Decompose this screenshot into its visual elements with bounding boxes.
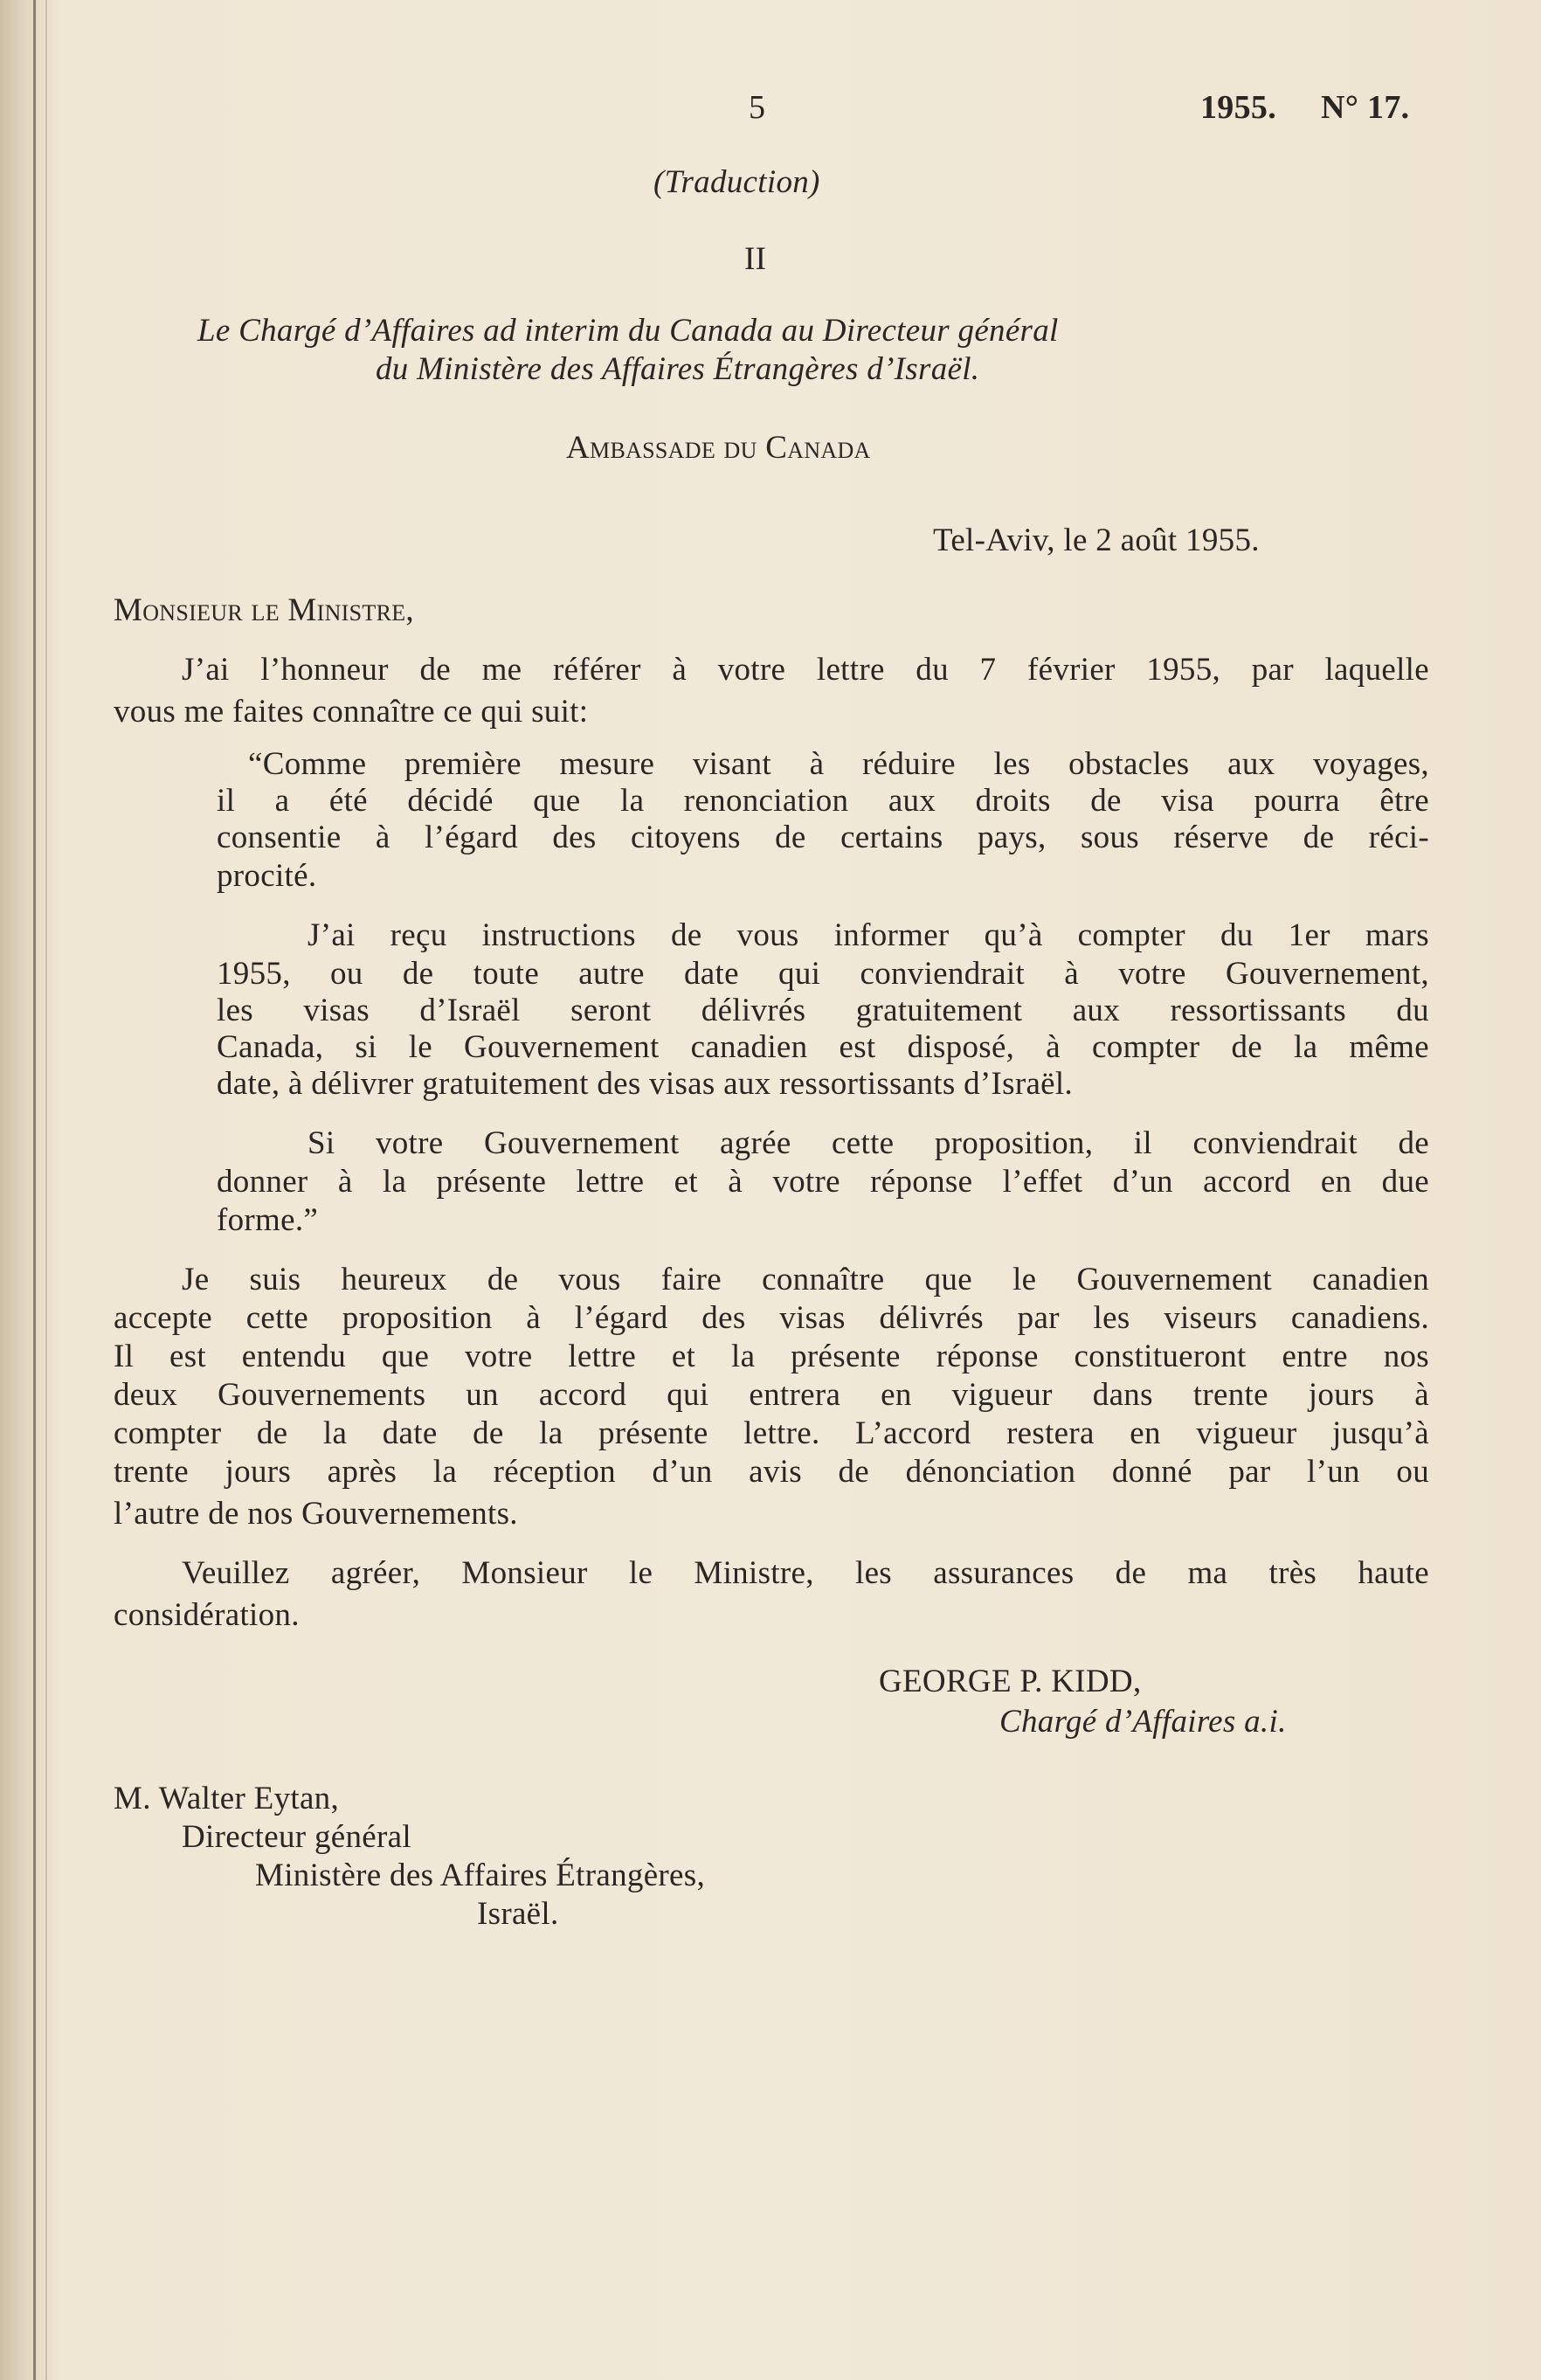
quote1-line-3: consentie à l’égard des citoyens de certains pays, sous réserve de réci- (217, 820, 1429, 855)
quote3-line-3: forme.” (217, 1202, 319, 1238)
quote3-line-1: Si votre Gouvernement agrée cette proposition, il conviendrait de (308, 1125, 1429, 1161)
para2-line-3: Il est entendu que votre lettre et la présente réponse constitueront entre nos (114, 1339, 1429, 1374)
recipient-ministry: Ministère des Affaires Étrangères, (255, 1858, 706, 1893)
quote1-line-2: il a été décidé que la renonciation aux droits de visa pourra être (217, 783, 1429, 819)
quote2-line-3: les visas d’Israël seront délivrés gratuitement aux ressortissants du (217, 993, 1429, 1028)
salutation: Monsieur le Ministre, (114, 592, 414, 628)
signatory-name: GEORGE P. KIDD, (879, 1664, 1142, 1699)
treaty-year: 1955. (1200, 89, 1276, 126)
place-and-date: Tel-Aviv, le 2 août 1955. (933, 522, 1260, 558)
para2-line-4: deux Gouvernements un accord qui entrera en vigueur dans trente jours à (114, 1377, 1429, 1413)
embassy-heading: Ambassade du Canada (566, 430, 871, 466)
address-line-2: du Ministère des Affaires Étrangères d’Israël. (376, 351, 980, 387)
closing-line-1: Veuillez agréer, Monsieur le Ministre, les assurances de ma très haute (182, 1555, 1429, 1591)
letter-numeral: II (744, 241, 767, 277)
quote1-line-4: procité. (217, 858, 317, 894)
recipient-country: Israël. (477, 1896, 559, 1932)
quote3-line-2: donner à la présente lettre et à votre réponse l’effet d’un accord en due (217, 1164, 1429, 1200)
quote2-line-5: date, à délivrer gratuitement des visas aux ressortissants d’Israël. (217, 1066, 1074, 1102)
para2-line-7: l’autre de nos Gouvernements. (114, 1496, 518, 1532)
para2-line-1: Je suis heureux de vous faire connaître que le Gouvernement canadien (182, 1262, 1429, 1297)
para2-line-5: compter de la date de la présente lettre. L’accord restera en vigueur jusqu’à (114, 1415, 1429, 1451)
para2-line-2: accepte cette proposition à l’égard des visas délivrés par les viseurs canadiens. (114, 1300, 1429, 1336)
recipient-name: M. Walter Eytan, (114, 1781, 340, 1816)
quote2-line-2: 1955, ou de toute autre date qui conviendrait à votre Gouvernement, (217, 956, 1429, 992)
quote1-line-1: “Comme première mesure visant à réduire les obstacles aux voyages, (248, 746, 1429, 782)
recipient-title: Directeur général (182, 1819, 411, 1855)
binding-gutter-edge (33, 0, 36, 2380)
quote2-line-4: Canada, si le Gouvernement canadien est disposé, à compter de la même (217, 1029, 1429, 1065)
address-line-1: Le Chargé d’Affaires ad interim du Canada au Directeur général (197, 313, 1059, 349)
signatory-title: Chargé d’Affaires a.i. (999, 1704, 1287, 1740)
treaty-number: N° 17. (1321, 89, 1410, 126)
binding-gutter-shadow (45, 0, 47, 2380)
page-number: 5 (749, 89, 766, 126)
para1-line-1: J’ai l’honneur de me référer à votre lettre du 7 février 1955, par laquelle (182, 652, 1429, 688)
quote2-line-1: J’ai reçu instructions de vous informer qu’à compter du 1er mars (308, 917, 1429, 953)
closing-line-2: considération. (114, 1597, 300, 1633)
para1-line-2: vous me faites connaître ce qui suit: (114, 694, 589, 730)
para2-line-6: trente jours après la réception d’un avis de dénonciation donné par l’un ou (114, 1454, 1429, 1490)
translation-note: (Traduction) (653, 164, 820, 200)
